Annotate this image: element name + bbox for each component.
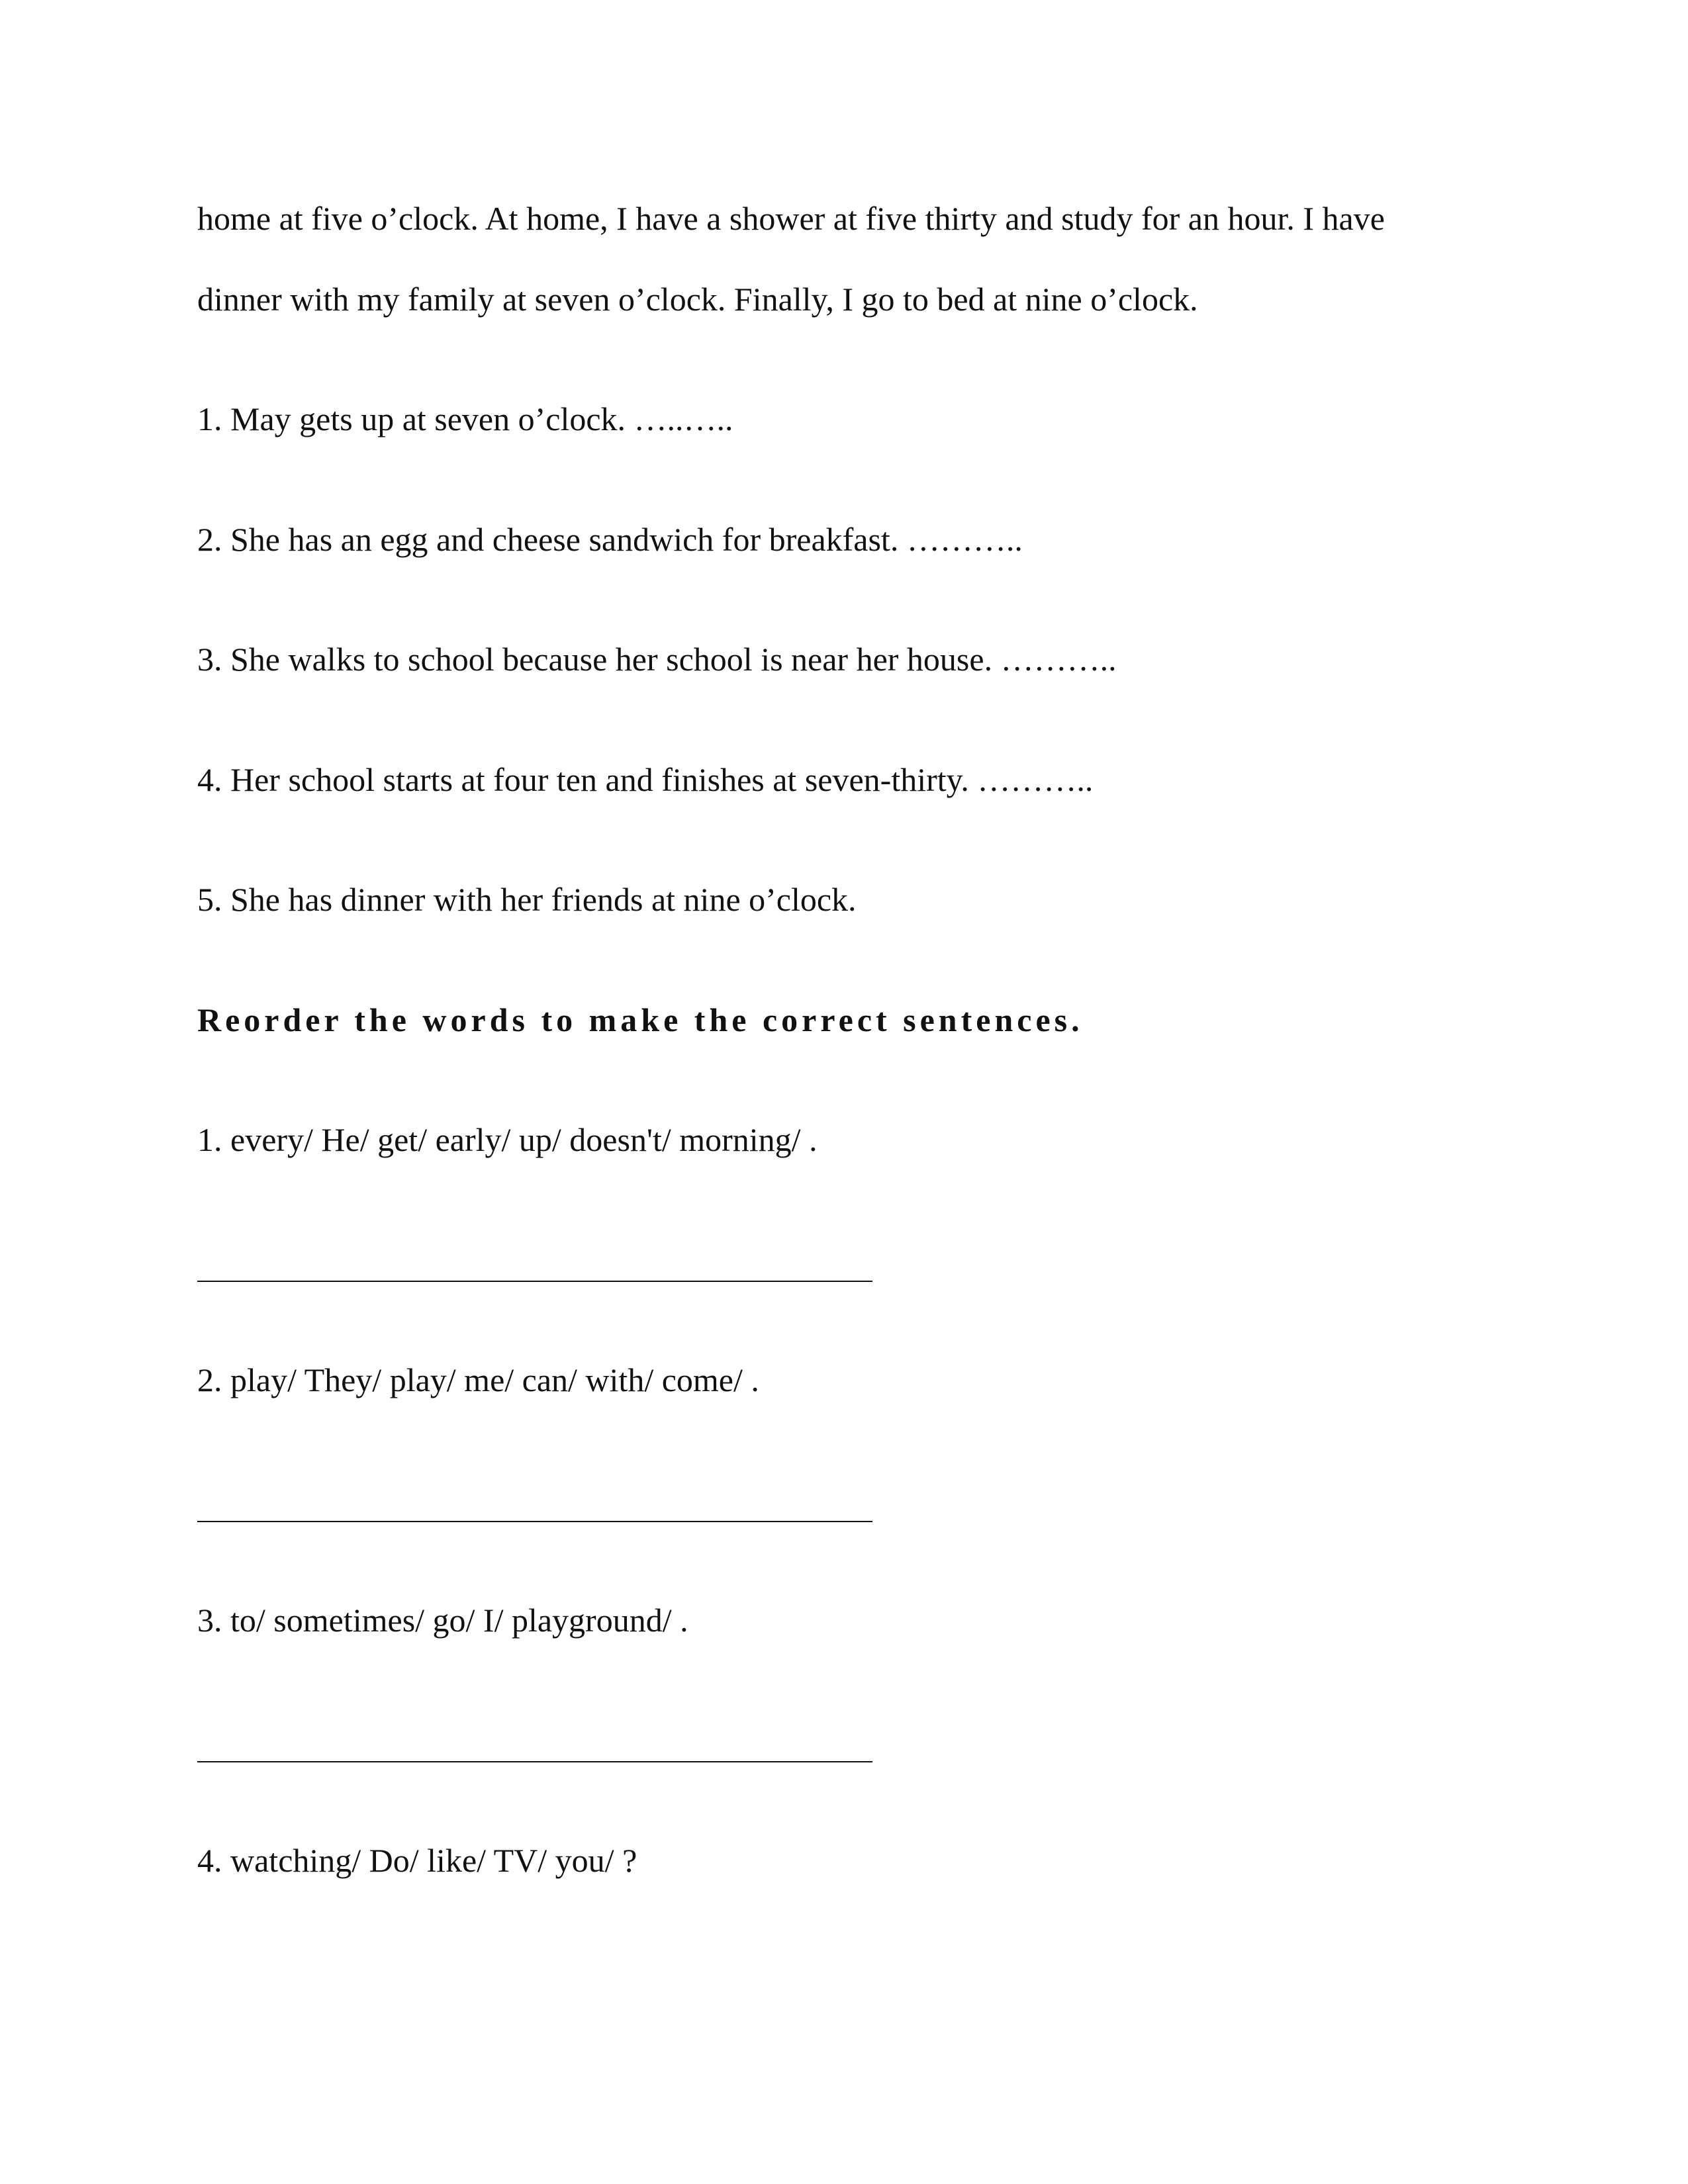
true-false-item-1: 1. May gets up at seven o’clock. …..….. — [197, 400, 733, 437]
reorder-item-2: 2. play/ They/ play/ me/ can/ with/ come/ . — [197, 1361, 759, 1398]
true-false-item-5: 5. She has dinner with her friends at nine o’clock. — [197, 881, 857, 918]
answer-line-1[interactable] — [197, 1281, 872, 1282]
passage-line-1: home at five o’clock. At home, I have a shower at five thirty and study for an hour. I have — [197, 200, 1385, 237]
answer-line-3[interactable] — [197, 1761, 872, 1762]
true-false-item-3: 3. She walks to school because her school is near her house. ……….. — [197, 641, 1117, 678]
reorder-item-4: 4. watching/ Do/ like/ TV/ you/ ? — [197, 1842, 637, 1879]
true-false-item-4: 4. Her school starts at four ten and finishes at seven-thirty. ……….. — [197, 761, 1094, 798]
passage-line-2: dinner with my family at seven o’clock. Finally, I go to bed at nine o’clock. — [197, 281, 1198, 318]
true-false-item-2: 2. She has an egg and cheese sandwich for breakfast. ……….. — [197, 521, 1023, 558]
reorder-heading: Reorder the words to make the correct sentences. — [197, 1001, 1084, 1038]
answer-line-2[interactable] — [197, 1521, 872, 1522]
reorder-item-1: 1. every/ He/ get/ early/ up/ doesn't/ morning/ . — [197, 1121, 818, 1158]
reorder-item-3: 3. to/ sometimes/ go/ I/ playground/ . — [197, 1602, 688, 1639]
